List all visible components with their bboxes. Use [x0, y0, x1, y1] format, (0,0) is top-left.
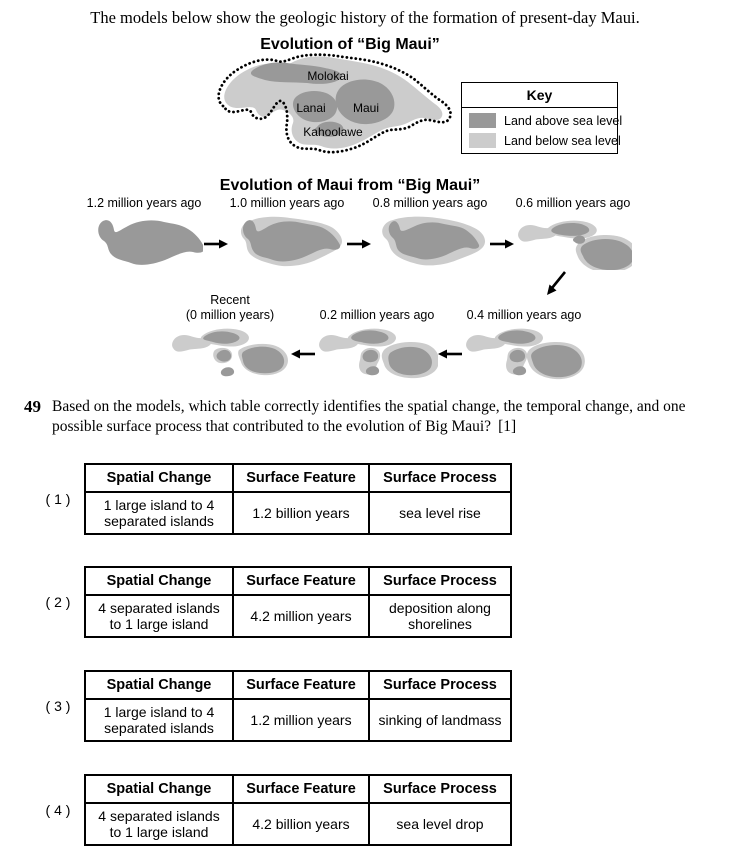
option-4 [38, 774, 512, 846]
stage-label-1-2-mya: 1.2 million years ago [86, 196, 202, 210]
stage-0-8-mya [371, 196, 489, 270]
key-label-land-above: Land above sea level [504, 113, 623, 128]
map-key [461, 82, 623, 154]
option-4-header-surface-feature: Surface Feature [233, 775, 369, 803]
land-above-swatch [469, 113, 496, 128]
option-2 [38, 566, 512, 638]
island-label-molokai: Molokai [307, 69, 349, 83]
stage-1-2-mya [85, 196, 203, 270]
island-map-0-4-mya [463, 324, 585, 380]
question-text-body: Based on the models, which table correctly identifies the spatial change, the temporal change, and one possible surface process that contributed to the evolution of Big Maui? [52, 398, 686, 436]
island-map-1-0-mya [228, 216, 346, 270]
big-maui-map [185, 54, 455, 162]
option-1 [38, 463, 512, 535]
option-4-header-spatial-change: Spatial Change [85, 775, 233, 803]
island-label-maui: Maui [352, 101, 380, 115]
option-3-table [84, 670, 512, 742]
option-1-spatial-change: 1 large island to 4 separated islands [85, 492, 233, 534]
option-1-header-surface-process: Surface Process [369, 464, 511, 492]
option-1-surface-feature: 1.2 billion years [233, 492, 369, 534]
stage-label-recent-line1: Recent [210, 293, 250, 308]
stage-label-0-4-mya-text: 0.4 million years ago [466, 307, 582, 322]
island-map-0-8-mya [371, 216, 489, 270]
right-arrow-icon [346, 238, 371, 250]
option-3-header-spatial-change: Spatial Change [85, 671, 233, 699]
option-2-spatial-change: 4 separated islands to 1 large island [85, 595, 233, 637]
option-3-header-surface-feature: Surface Feature [233, 671, 369, 699]
option-3-spatial-change: 1 large island to 4 separated islands [85, 699, 233, 741]
island-map-recent [169, 324, 291, 380]
option-4-spatial-change: 4 separated islands to 1 large island [85, 803, 233, 845]
evolution-row-2 [169, 292, 585, 380]
option-4-header-surface-process: Surface Process [369, 775, 511, 803]
option-3-label: ( 3 ) [45, 698, 71, 714]
option-4-label: ( 4 ) [45, 802, 71, 818]
question-text [52, 397, 707, 438]
option-1-label: ( 1 ) [45, 491, 71, 507]
land-below-swatch [469, 133, 496, 148]
option-3-surface-process: sinking of landmass [369, 699, 511, 741]
option-4-table [84, 774, 512, 846]
stage-label-0-6-mya: 0.6 million years ago [515, 196, 631, 210]
right-arrow-icon [203, 238, 228, 250]
option-3-surface-feature: 1.2 million years [233, 699, 369, 741]
option-2-header-spatial-change: Spatial Change [85, 567, 233, 595]
option-4-surface-process: sea level drop [369, 803, 511, 845]
stage-0-2-mya [316, 292, 438, 380]
stage-label-1-0-mya: 1.0 million years ago [229, 196, 345, 210]
stage-0-4-mya [463, 292, 585, 380]
option-4-surface-feature: 4.2 billion years [233, 803, 369, 845]
figure1-title: Evolution of “Big Maui” [260, 36, 440, 53]
intro-text: The models below show the geologic history of the formation of present-day Maui. [90, 8, 640, 27]
island-map-0-6-mya [514, 216, 632, 270]
option-2-header-surface-process: Surface Process [369, 567, 511, 595]
stage-label-0-2-mya [320, 292, 435, 322]
key-title: Key [462, 83, 617, 108]
option-2-label: ( 2 ) [45, 594, 71, 610]
stage-recent [169, 292, 291, 380]
stage-0-6-mya [514, 196, 632, 270]
right-arrow-icon [489, 238, 514, 250]
island-label-kahoolawe: Kahoolawe [303, 125, 363, 139]
stage-label-0-2-mya-text: 0.2 million years ago [319, 307, 435, 322]
question-number: 49 [24, 397, 41, 416]
option-3-header-surface-process: Surface Process [369, 671, 511, 699]
stage-label-0-4-mya [467, 292, 582, 322]
island-map-0-2-mya [316, 324, 438, 380]
option-1-header-spatial-change: Spatial Change [85, 464, 233, 492]
question [24, 397, 714, 438]
option-2-table [84, 566, 512, 638]
option-2-surface-process: deposition along shorelines [369, 595, 511, 637]
left-arrow-icon [438, 348, 463, 360]
key-item-land-below [469, 133, 621, 148]
left-arrow-icon [291, 348, 316, 360]
option-2-header-surface-feature: Surface Feature [233, 567, 369, 595]
option-1-surface-process: sea level rise [369, 492, 511, 534]
stage-label-recent [186, 292, 274, 322]
stage-1-0-mya [228, 196, 346, 270]
option-2-surface-feature: 4.2 million years [233, 595, 369, 637]
option-3 [38, 670, 512, 742]
option-1-table [84, 463, 512, 535]
figure2-title: Evolution of Maui from “Big Maui” [219, 177, 481, 194]
island-label-lanai: Lanai [296, 101, 326, 115]
island-map-1-2-mya [85, 216, 203, 270]
question-points: [1] [498, 418, 517, 436]
key-item-land-above [469, 113, 623, 128]
stage-label-recent-line2: (0 million years) [185, 307, 275, 322]
key-label-land-below: Land below sea level [504, 133, 621, 148]
option-1-header-surface-feature: Surface Feature [233, 464, 369, 492]
stage-label-0-8-mya: 0.8 million years ago [372, 196, 488, 210]
evolution-row-1 [85, 196, 632, 270]
